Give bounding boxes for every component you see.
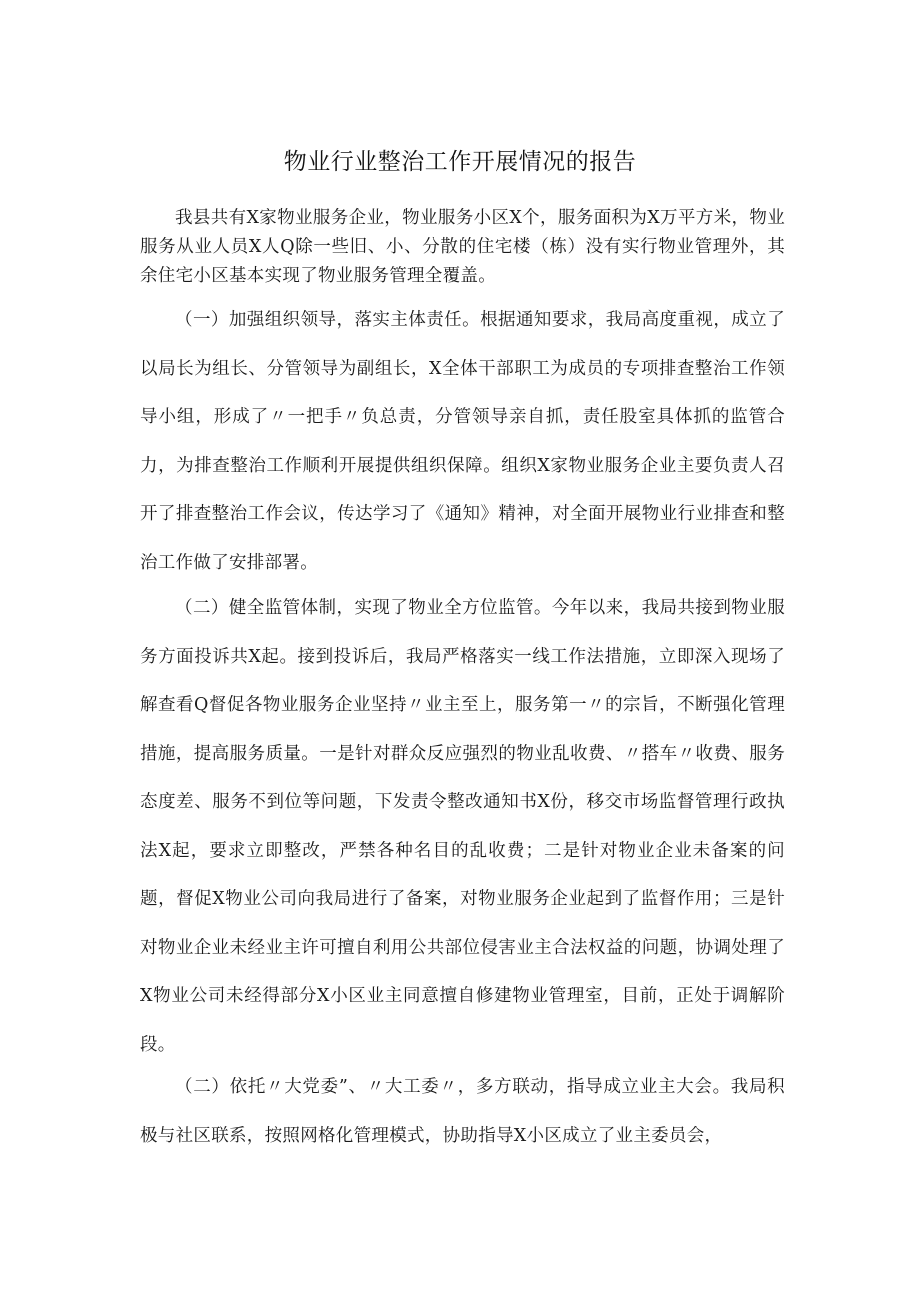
intro-paragraph: 我县共有X家物业服务企业，物业服务小区X个，服务面积为X万平方米，物业服务从业人员X人Q除一些旧、小、分散的住宅楼（栋）没有实行物业管理外，其余住宅小区基本实现了物业服务管理全覆盖。 xyxy=(140,208,785,286)
section-paragraph-supervision: （二）健全监管体制，实现了物业全方位监管。今年以来，我局共接到物业服务方面投诉共X起。接到投诉后，我局严格落实一线工作法措施，立即深入现场了解查看Q督促各物业服务企业坚持〃业主至上，服务第一〃的宗旨，不断强化管理措施，提高服务质量。一是针对群众反应强烈的物业乱收费、〃搭车〃收费、服务态度差、服务不到位等问题，下发责令整改通知书X份，移交市场监督管理行政执法X起，要求立即整改，严禁各种名目的乱收费；二是针对物业企业未备案的问题，督促X物业公司向我局进行了备案，对物业服务企业起到了监督作用；三是针对物业企业未经业主许可擅自利用公共部位侵害业主合法权益的问题，协调处理了X物业公司未经得部分X小区业主同意擅自修建物业管理室，目前，正处于调解阶段。 xyxy=(140,598,785,1055)
document-title: 物业行业整治工作开展情况的报告 xyxy=(283,149,637,175)
section-paragraph-organization: （一）加强组织领导，落实主体责任。根据通知要求，我局高度重视，成立了以局长为组长、分管领导为副组长，X全体干部职工为成员的专项排查整治工作领导小组，形成了〃一把手〃负总责，分管领导亲自抓，责任股室具体抓的监管合力，为排查整治工作顺利开展提供组织保障。组织X家物业服务企业主要负责人召开了排查整治工作会议，传达学习了《通知》精神，对全面开展物业行业排查和整治工作做了安排部署。 xyxy=(140,310,785,573)
section-paragraph-owners-assembly: （二）依托〃大党委”、〃大工委〃，多方联动，指导成立业主大会。我局积极与社区联系，按照网格化管理模式，协助指导X小区成立了业主委员会， xyxy=(140,1077,785,1146)
